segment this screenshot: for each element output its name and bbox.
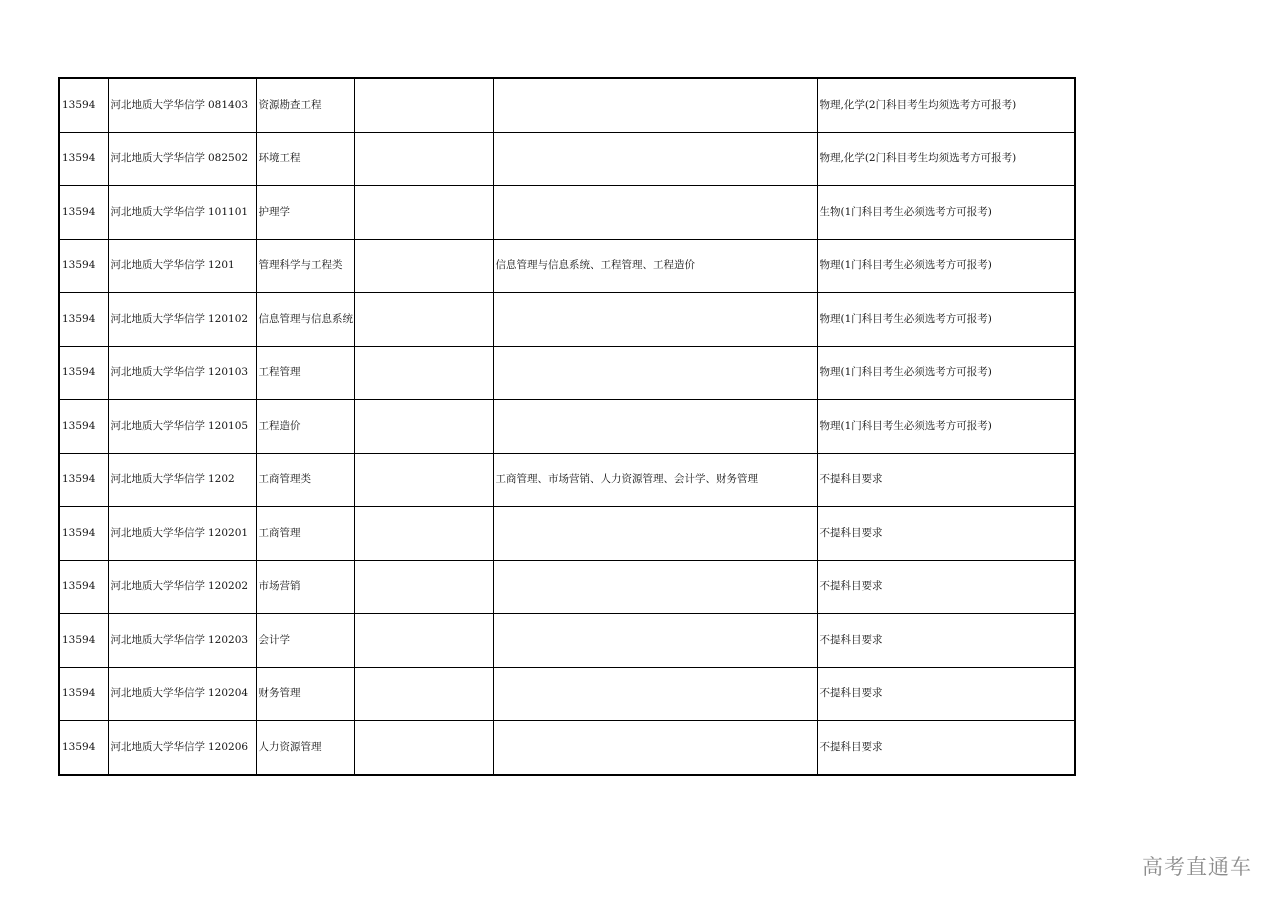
table-row [59, 507, 1075, 561]
table-body [59, 78, 1075, 775]
major-code-cell: 101101 [207, 186, 256, 240]
school-code-cell: 13594 [59, 560, 108, 614]
school-code-cell: 13594 [59, 346, 108, 400]
subject-requirement-cell: 不提科目要求 [817, 560, 1075, 614]
blank-cell [354, 186, 493, 240]
table-row [59, 560, 1075, 614]
major-code-cell: 120102 [207, 293, 256, 347]
included-majors-cell [493, 667, 817, 721]
subject-requirement-cell: 不提科目要求 [817, 507, 1075, 561]
major-name-cell: 环境工程 [256, 132, 354, 186]
subject-requirement-cell: 物理(1门科目考生必须选考方可报考) [817, 400, 1075, 454]
major-name-cell: 护理学 [256, 186, 354, 240]
major-code-cell: 120206 [207, 721, 256, 775]
major-name-cell: 工程造价 [256, 400, 354, 454]
included-majors-cell [493, 186, 817, 240]
blank-cell [354, 453, 493, 507]
blank-cell [354, 78, 493, 132]
included-majors-cell [493, 400, 817, 454]
table-row [59, 453, 1075, 507]
school-name-cell: 河北地质大学华信学 [108, 507, 207, 561]
school-code-cell: 13594 [59, 78, 108, 132]
subject-requirement-cell: 生物(1门科目考生必须选考方可报考) [817, 186, 1075, 240]
included-majors-cell [493, 507, 817, 561]
included-majors-cell: 工商管理、市场营销、人力资源管理、会计学、财务管理 [493, 453, 817, 507]
school-name-cell: 河北地质大学华信学 [108, 721, 207, 775]
school-code-cell: 13594 [59, 453, 108, 507]
table-row [59, 293, 1075, 347]
watermark-text: 高考直通车 [1142, 855, 1252, 879]
major-name-cell: 工程管理 [256, 346, 354, 400]
major-code-cell: 1202 [207, 453, 256, 507]
table-row [59, 667, 1075, 721]
subject-requirement-cell: 不提科目要求 [817, 614, 1075, 668]
school-name-cell: 河北地质大学华信学 [108, 78, 207, 132]
blank-cell [354, 667, 493, 721]
school-code-cell: 13594 [59, 239, 108, 293]
major-code-cell: 120202 [207, 560, 256, 614]
blank-cell [354, 614, 493, 668]
school-code-cell: 13594 [59, 132, 108, 186]
school-name-cell: 河北地质大学华信学 [108, 453, 207, 507]
major-name-cell: 管理科学与工程类 [256, 239, 354, 293]
subject-requirement-cell: 物理,化学(2门科目考生均须选考方可报考) [817, 78, 1075, 132]
major-code-cell: 120204 [207, 667, 256, 721]
major-name-cell: 信息管理与信息系统 [256, 293, 354, 347]
major-code-cell: 081403 [207, 78, 256, 132]
table-row [59, 614, 1075, 668]
included-majors-cell [493, 346, 817, 400]
subject-requirement-cell: 不提科目要求 [817, 453, 1075, 507]
major-code-cell: 120105 [207, 400, 256, 454]
included-majors-cell [493, 78, 817, 132]
school-name-cell: 河北地质大学华信学 [108, 186, 207, 240]
included-majors-cell [493, 560, 817, 614]
blank-cell [354, 400, 493, 454]
major-code-cell: 120201 [207, 507, 256, 561]
subject-requirement-cell: 不提科目要求 [817, 667, 1075, 721]
major-name-cell: 会计学 [256, 614, 354, 668]
school-name-cell: 河北地质大学华信学 [108, 239, 207, 293]
blank-cell [354, 132, 493, 186]
school-name-cell: 河北地质大学华信学 [108, 400, 207, 454]
included-majors-cell [493, 293, 817, 347]
table-row [59, 132, 1075, 186]
table-row [59, 400, 1075, 454]
table-row [59, 721, 1075, 775]
school-name-cell: 河北地质大学华信学 [108, 667, 207, 721]
major-name-cell: 财务管理 [256, 667, 354, 721]
school-code-cell: 13594 [59, 293, 108, 347]
school-code-cell: 13594 [59, 400, 108, 454]
blank-cell [354, 721, 493, 775]
blank-cell [354, 346, 493, 400]
school-code-cell: 13594 [59, 186, 108, 240]
school-name-cell: 河北地质大学华信学 [108, 132, 207, 186]
major-code-cell: 120203 [207, 614, 256, 668]
included-majors-cell [493, 721, 817, 775]
included-majors-cell [493, 132, 817, 186]
major-name-cell: 资源勘查工程 [256, 78, 354, 132]
school-code-cell: 13594 [59, 507, 108, 561]
major-name-cell: 工商管理类 [256, 453, 354, 507]
school-code-cell: 13594 [59, 667, 108, 721]
school-name-cell: 河北地质大学华信学 [108, 614, 207, 668]
school-name-cell: 河北地质大学华信学 [108, 560, 207, 614]
blank-cell [354, 293, 493, 347]
blank-cell [354, 239, 493, 293]
blank-cell [354, 560, 493, 614]
table-row [59, 239, 1075, 293]
table-row [59, 346, 1075, 400]
included-majors-cell [493, 614, 817, 668]
major-code-cell: 082502 [207, 132, 256, 186]
table-row [59, 186, 1075, 240]
subject-requirement-cell: 物理(1门科目考生必须选考方可报考) [817, 346, 1075, 400]
subject-requirement-cell: 不提科目要求 [817, 721, 1075, 775]
table-row [59, 78, 1075, 132]
blank-cell [354, 507, 493, 561]
subject-requirements-table [58, 77, 1076, 776]
school-code-cell: 13594 [59, 614, 108, 668]
major-code-cell: 120103 [207, 346, 256, 400]
school-name-cell: 河北地质大学华信学 [108, 293, 207, 347]
subject-requirement-cell: 物理(1门科目考生必须选考方可报考) [817, 293, 1075, 347]
subject-requirement-cell: 物理(1门科目考生必须选考方可报考) [817, 239, 1075, 293]
major-code-cell: 1201 [207, 239, 256, 293]
major-name-cell: 工商管理 [256, 507, 354, 561]
subject-requirement-cell: 物理,化学(2门科目考生均须选考方可报考) [817, 132, 1075, 186]
included-majors-cell: 信息管理与信息系统、工程管理、工程造价 [493, 239, 817, 293]
school-name-cell: 河北地质大学华信学 [108, 346, 207, 400]
major-name-cell: 人力资源管理 [256, 721, 354, 775]
school-code-cell: 13594 [59, 721, 108, 775]
major-name-cell: 市场营销 [256, 560, 354, 614]
